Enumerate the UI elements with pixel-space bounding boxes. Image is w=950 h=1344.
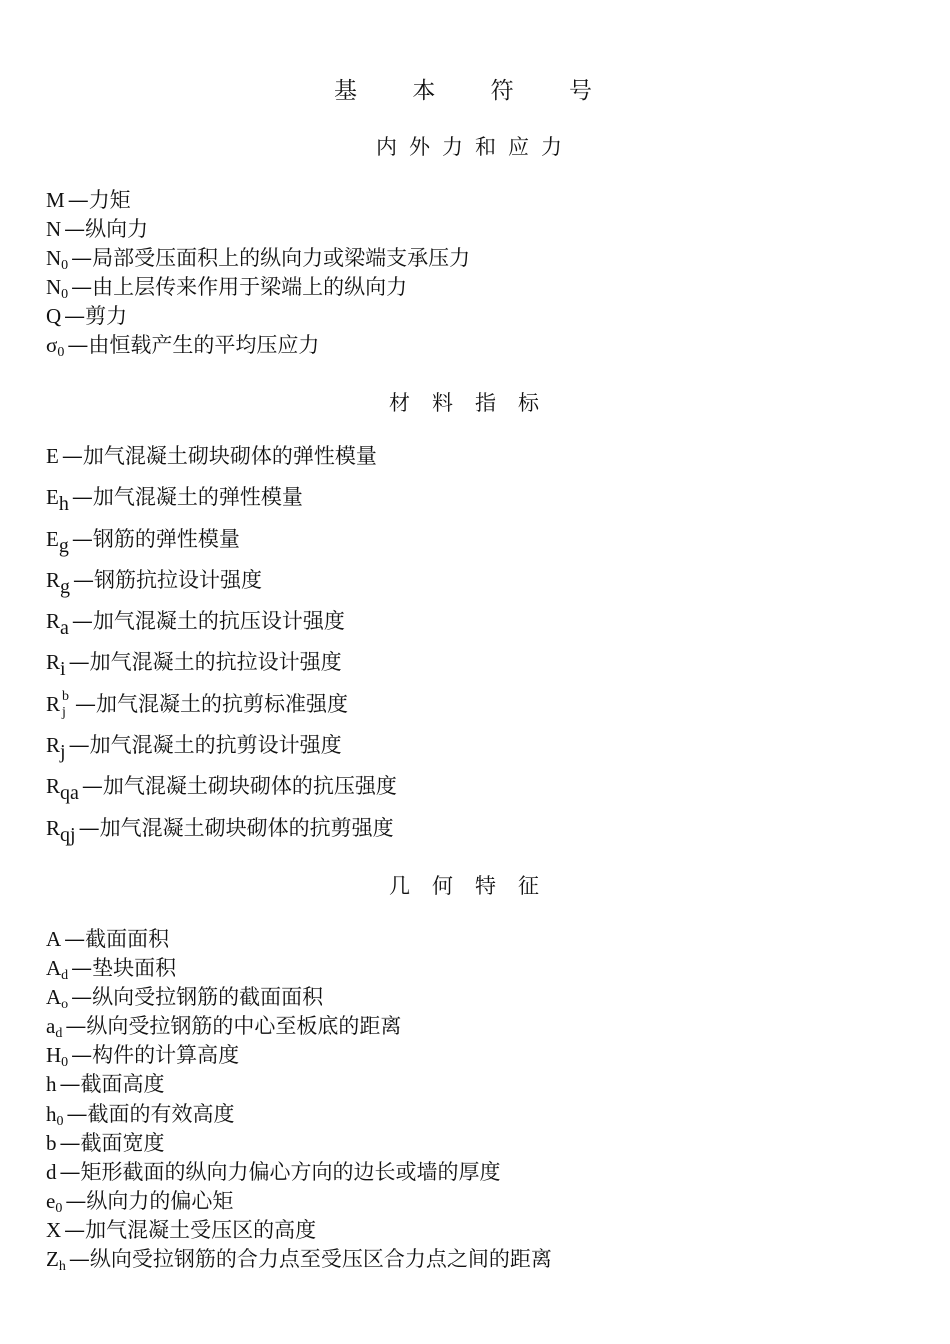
symbol-entry — [46, 812, 397, 853]
symbol-letter: h — [46, 1101, 57, 1126]
symbol-letter: E — [46, 485, 59, 510]
symbol-entry — [46, 1012, 552, 1041]
symbol-entry — [46, 605, 397, 646]
symbol-description: —由上层传来作用于梁端上的纵向力 — [71, 275, 408, 299]
symbol-letter: σ — [46, 333, 58, 357]
symbol-letter: e — [46, 1188, 56, 1213]
symbol-entry — [46, 302, 470, 331]
symbol-letter: R — [46, 650, 61, 675]
symbol-description: —由恒载产生的平均压应力 — [67, 333, 320, 357]
symbol-subscript: g — [58, 534, 69, 557]
symbol-subscript: 0 — [61, 1055, 69, 1071]
symbol-letter: N — [46, 246, 62, 270]
symbol-subscript: j — [62, 704, 66, 720]
symbol-description: —纵向受拉钢筋的中心至板底的距离 — [65, 1014, 402, 1039]
symbol-entry — [46, 244, 470, 273]
symbol-letter: N — [46, 275, 62, 299]
symbol-description: —力矩 — [67, 188, 131, 212]
symbol-entry — [46, 273, 470, 302]
symbol-letter: Q — [46, 304, 62, 328]
symbol-subscript: j — [60, 741, 66, 764]
symbol-subscript: h — [58, 1259, 66, 1275]
symbol-letter: M — [46, 188, 65, 212]
symbol-description: —纵向受拉钢筋的合力点至受压区合力点之间的距离 — [68, 1247, 552, 1272]
symbol-entry — [46, 1100, 552, 1129]
symbol-subscript: a — [60, 617, 69, 640]
symbol-description: —加气混凝土的抗拉设计强度 — [68, 650, 342, 675]
symbol-description: —加气混凝土砌块砌体的抗剪强度 — [78, 815, 394, 840]
symbol-description: —加气混凝土砌块砌体的抗压强度 — [81, 774, 397, 799]
symbol-letter: a — [46, 1014, 56, 1039]
symbol-description: —加气混凝土的抗剪设计强度 — [68, 733, 342, 758]
symbol-letter: R — [46, 609, 61, 634]
symbol-script-stack — [60, 688, 72, 720]
symbol-entry — [46, 1070, 552, 1099]
symbol-letter: A — [46, 927, 62, 951]
symbol-description: —垫块面积 — [71, 956, 177, 981]
symbol-entry — [46, 481, 397, 522]
symbol-description: —加气混凝土的弹性模量 — [71, 485, 303, 510]
section-heading-geometry: 几何特征 — [389, 874, 561, 898]
symbol-subscript: qj — [60, 823, 76, 846]
symbol-entry — [46, 1216, 552, 1245]
symbol-description: —构件的计算高度 — [71, 1043, 240, 1068]
symbol-description: —纵向力的偏心矩 — [65, 1188, 234, 1213]
symbol-letter: E — [46, 526, 59, 551]
symbol-entry — [46, 1245, 552, 1274]
page-title: 基 本 符 号 — [334, 78, 616, 104]
symbol-letter: H — [46, 1043, 62, 1068]
symbol-letter: h — [46, 1072, 57, 1097]
symbol-letter: d — [46, 1159, 57, 1184]
symbol-description: —纵向受拉钢筋的截面面积 — [71, 985, 324, 1010]
symbol-description: —钢筋的弹性模量 — [71, 526, 240, 551]
symbol-list-forces — [46, 186, 470, 360]
symbol-subscript: d — [55, 1026, 63, 1042]
symbol-entry — [46, 186, 470, 215]
section-heading-materials: 材料指标 — [389, 391, 561, 415]
symbol-entry — [46, 729, 397, 770]
symbol-subscript: 0 — [61, 287, 69, 302]
symbol-entry — [46, 688, 397, 729]
symbol-description: —剪力 — [64, 304, 128, 328]
symbol-entry — [46, 983, 552, 1012]
symbol-entry — [46, 954, 552, 983]
symbol-description: —局部受压面积上的纵向力或梁端支承压力 — [71, 246, 471, 270]
section-heading-forces: 内外力和应力 — [376, 135, 574, 159]
symbol-letter: R — [46, 774, 61, 799]
symbol-letter: R — [46, 815, 61, 840]
symbol-entry — [46, 523, 397, 564]
symbol-entry — [46, 564, 397, 605]
symbol-subscript: o — [61, 997, 69, 1013]
symbol-superscript: b — [62, 688, 70, 704]
symbol-description: —矩形截面的纵向力偏心方向的边长或墙的厚度 — [59, 1159, 501, 1184]
symbol-list-geometry — [46, 925, 552, 1274]
symbol-letter: b — [46, 1130, 57, 1155]
symbol-subscript: g — [60, 575, 71, 598]
symbol-entry — [46, 1187, 552, 1216]
symbol-entry — [46, 440, 397, 481]
symbol-letter: E — [46, 444, 59, 468]
symbol-entry — [46, 1158, 552, 1187]
symbol-letter: N — [46, 217, 62, 241]
symbol-list-materials — [46, 440, 397, 853]
symbol-description: —截面宽度 — [59, 1130, 165, 1155]
symbol-description: —加气混凝土的抗压设计强度 — [71, 609, 345, 634]
symbol-entry — [46, 1041, 552, 1070]
symbol-letter: A — [46, 985, 62, 1010]
symbol-letter: R — [46, 733, 61, 758]
symbol-entry — [46, 215, 470, 244]
symbol-entry — [46, 925, 552, 954]
symbol-letter: R — [46, 567, 61, 592]
symbol-description: —截面的有效高度 — [66, 1101, 235, 1126]
symbol-description: —加气混凝土受压区的高度 — [64, 1217, 317, 1242]
symbol-entry — [46, 331, 470, 360]
symbol-subscript: i — [60, 658, 66, 681]
symbol-letter: R — [46, 691, 61, 716]
symbol-description: —加气混凝土砌块砌体的弹性模量 — [61, 444, 377, 468]
symbol-description: —钢筋抗拉设计强度 — [73, 567, 263, 592]
symbol-entry — [46, 1129, 552, 1158]
symbol-description: —截面面积 — [64, 927, 170, 951]
symbol-subscript: h — [58, 493, 69, 516]
symbol-description: —纵向力 — [64, 217, 149, 241]
symbol-subscript: 0 — [55, 1200, 63, 1216]
symbol-entry — [46, 646, 397, 687]
symbol-entry — [46, 770, 397, 811]
symbol-letter: A — [46, 956, 62, 981]
symbol-subscript: 0 — [56, 1113, 64, 1129]
symbol-letter: X — [46, 1217, 62, 1242]
symbol-description: —加气混凝土的抗剪标准强度 — [75, 691, 349, 716]
symbol-subscript: d — [61, 968, 69, 984]
symbol-description: —截面高度 — [59, 1072, 165, 1097]
symbol-subscript: qa — [60, 782, 79, 805]
symbol-letter: Z — [46, 1247, 59, 1272]
symbol-subscript: 0 — [61, 258, 69, 273]
symbol-subscript: 0 — [57, 345, 65, 360]
